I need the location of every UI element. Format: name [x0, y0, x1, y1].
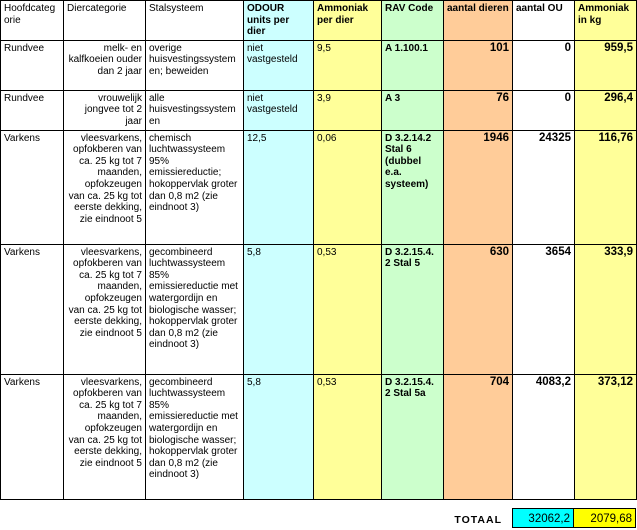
cell-ammoniak-kg: 296,4 — [575, 90, 637, 130]
table-row — [1, 40, 637, 90]
cell-ammoniak-per-dier: 9,5 — [314, 40, 382, 90]
cell-ammoniak-kg: 373,12 — [575, 374, 637, 499]
cell-ammoniak-kg: 116,76 — [575, 130, 637, 244]
cell-stalsysteem: gecombineerd luchtwassysteem 85% emissiereductie met watergordijn en biologische wasser; hokoppervlak groter dan 0,8 m2 (zie eindnoot 3) — [146, 244, 244, 374]
cell-hoofdcategorie: Rundvee — [1, 40, 64, 90]
table-row — [1, 90, 637, 130]
cell-rav-code: A 3 — [382, 90, 444, 130]
cell-rav-code: D 3.2.15.4. 2 Stal 5a — [382, 374, 444, 499]
cell-ammoniak-kg: 333,9 — [575, 244, 637, 374]
cell-aantal-ou: 4083,2 — [513, 374, 575, 499]
header-aantal-dieren: aantal dieren — [444, 1, 513, 41]
cell-hoofdcategorie: Varkens — [1, 130, 64, 244]
cell-stalsysteem: gecombineerd luchtwassysteem 85% emissiereductie met watergordijn en biologische wasser; hokoppervlak groter dan 0,8 m2 (zie eindnoot 3) — [146, 374, 244, 499]
cell-hoofdcategorie: Varkens — [1, 374, 64, 499]
cell-odour-units: niet vastgesteld — [244, 40, 314, 90]
cell-hoofdcategorie: Rundvee — [1, 90, 64, 130]
header-stalsysteem: Stalsysteem — [146, 1, 244, 41]
cell-odour-units: 5,8 — [244, 244, 314, 374]
cell-aantal-dieren: 1946 — [444, 130, 513, 244]
cell-rav-code: A 1.100.1 — [382, 40, 444, 90]
cell-aantal-dieren: 704 — [444, 374, 513, 499]
cell-aantal-dieren: 630 — [444, 244, 513, 374]
cell-odour-units: 5,8 — [244, 374, 314, 499]
cell-diercategorie: melk- en kalfkoeien ouder dan 2 jaar — [64, 40, 146, 90]
cell-ammoniak-per-dier: 0,53 — [314, 374, 382, 499]
table-row — [1, 374, 637, 499]
cell-stalsysteem: overige huisvestingssystemen; beweiden — [146, 40, 244, 90]
total-ou-cell: 32062,2 — [512, 508, 574, 528]
header-odour-units: ODOUR units per dier — [244, 1, 314, 41]
cell-diercategorie: vleesvarkens, opfokberen van ca. 25 kg tot 7 maanden, opfokzeugen van ca. 25 kg tot eerste dekking, zie eindnoot 5 — [64, 130, 146, 244]
totaal-label: TOTAAL — [454, 514, 502, 526]
cell-diercategorie: vrouwelijk jongvee tot 2 jaar — [64, 90, 146, 130]
total-ammoniak-cell: 2079,68 — [573, 508, 636, 528]
cell-odour-units: niet vastgesteld — [244, 90, 314, 130]
header-ammoniak-per-dier: Ammoniak per dier — [314, 1, 382, 41]
cell-stalsysteem: chemisch luchtwassysteem 95% emissiereductie; hokoppervlak groter dan 0,8 m2 (zie eindnoot 3) — [146, 130, 244, 244]
cell-rav-code: D 3.2.15.4. 2 Stal 5 — [382, 244, 444, 374]
cell-ammoniak-per-dier: 3,9 — [314, 90, 382, 130]
header-ammoniak-kg: Ammoniak in kg — [575, 1, 637, 41]
cell-rav-code: D 3.2.14.2 Stal 6 (dubbel e.a. systeem) — [382, 130, 444, 244]
cell-aantal-dieren: 101 — [444, 40, 513, 90]
cell-aantal-ou: 3654 — [513, 244, 575, 374]
cell-ammoniak-kg: 959,5 — [575, 40, 637, 90]
table-row — [1, 244, 637, 374]
cell-aantal-dieren: 76 — [444, 90, 513, 130]
cell-aantal-ou: 24325 — [513, 130, 575, 244]
cell-hoofdcategorie: Varkens — [1, 244, 64, 374]
header-diercategorie: Diercategorie — [64, 1, 146, 41]
totals-row — [0, 508, 637, 530]
header-aantal-ou: aantal OU — [513, 1, 575, 41]
cell-odour-units: 12,5 — [244, 130, 314, 244]
cell-aantal-ou: 0 — [513, 40, 575, 90]
cell-aantal-ou: 0 — [513, 90, 575, 130]
header-rav-code: RAV Code — [382, 1, 444, 41]
header-row — [1, 1, 637, 41]
cell-diercategorie: vleesvarkens, opfokberen van ca. 25 kg tot 7 maanden, opfokzeugen van ca. 25 kg tot eerste dekking, zie eindnoot 5 — [64, 374, 146, 499]
header-hoofdcategorie: Hoofdcategorie — [1, 1, 64, 41]
cell-ammoniak-per-dier: 0,06 — [314, 130, 382, 244]
table-row — [1, 130, 637, 244]
cell-diercategorie: vleesvarkens, opfokberen van ca. 25 kg tot 7 maanden, opfokzeugen van ca. 25 kg tot eerste dekking, zie eindnoot 5 — [64, 244, 146, 374]
cell-ammoniak-per-dier: 0,53 — [314, 244, 382, 374]
cell-stalsysteem: alle huisvestingssystemen — [146, 90, 244, 130]
